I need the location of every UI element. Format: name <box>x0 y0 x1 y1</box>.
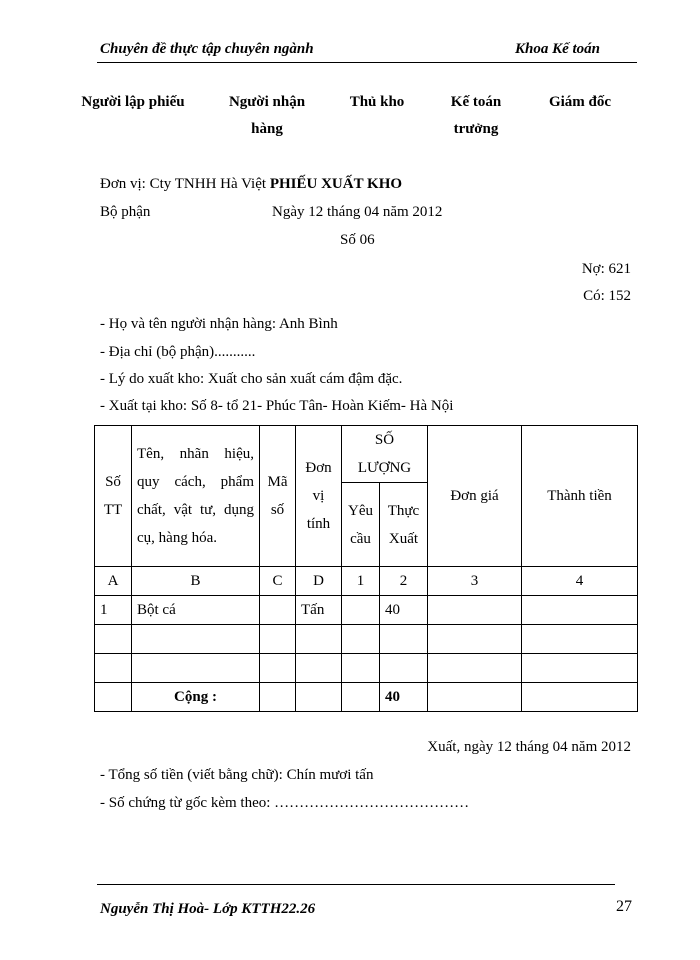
issue-reason: - Lý do xuất kho: Xuất cho sản xuất cám đậm đặc. <box>100 371 403 387</box>
letter-cell: B <box>132 567 260 596</box>
unit-label: Đơn vị: Cty TNHH Hà Việt <box>100 176 267 192</box>
footer-author: Nguyễn Thị Hoà- Lớp KTTH22.26 <box>100 901 316 917</box>
table-letter-row <box>95 567 638 596</box>
signature-chief-accountant: Kế toán trưởng <box>450 94 502 137</box>
letter-cell: A <box>95 567 132 596</box>
table-row <box>95 596 638 625</box>
letter-cell: C <box>260 567 296 596</box>
header-unit-price: Đơn giá <box>428 426 522 567</box>
row-requested <box>342 596 380 625</box>
header-quantity: SỐ LƯỢNG <box>342 426 428 483</box>
row-actual: 40 <box>380 596 428 625</box>
goods-table <box>94 425 638 712</box>
table-total-row <box>95 683 638 712</box>
footer-rule <box>97 884 615 885</box>
table-row-empty <box>95 654 638 683</box>
debit-account: Nợ: 621 <box>581 261 631 277</box>
date-line: Ngày 12 tháng 04 năm 2012 <box>272 204 443 220</box>
signature-director: Giám đốc <box>548 94 612 110</box>
unit-line <box>100 176 402 193</box>
attached-documents: - Số chứng từ gốc kèm theo: ………………………………… <box>100 795 470 811</box>
header-amount: Thành tiền <box>522 426 638 567</box>
document-title: PHIẾU XUẤT KHO <box>269 176 403 192</box>
signature-preparer: Người lập phiếu <box>81 94 185 110</box>
document-number: Số 06 <box>340 232 375 248</box>
row-code <box>260 596 296 625</box>
letter-cell: 1 <box>342 567 380 596</box>
header-title: Chuyên đề thực tập chuyên ngành <box>100 41 314 57</box>
header-code: Mã số <box>260 426 296 567</box>
row-unit: Tấn <box>296 596 342 625</box>
page-number: 27 <box>616 898 632 915</box>
header-rule <box>97 62 637 63</box>
header-actual: Thực Xuất <box>380 483 428 567</box>
header-department: Khoa Kế toán <box>515 41 601 57</box>
department-label: Bộ phận <box>100 204 151 220</box>
header-stt: Số TT <box>95 426 132 567</box>
letter-cell: 4 <box>522 567 638 596</box>
signature-receiver: Người nhận hàng <box>228 94 306 137</box>
row-item-name: Bột cá <box>132 596 260 625</box>
total-label: Cộng : <box>132 683 260 712</box>
credit-account: Có: 152 <box>583 288 631 304</box>
issue-date: Xuất, ngày 12 tháng 04 năm 2012 <box>427 739 631 755</box>
total-actual: 40 <box>380 683 428 712</box>
letter-cell: D <box>296 567 342 596</box>
header-item-name: Tên, nhãn hiệu, quy cách, phẩm chất, vật tư, dụng cụ, hàng hóa. <box>132 426 260 567</box>
receiver-address: - Địa chỉ (bộ phận)........... <box>100 344 256 360</box>
warehouse-location: - Xuất tại kho: Số 8- tổ 21- Phúc Tân- Hoàn Kiếm- Hà Nội <box>100 398 454 414</box>
row-unit-price <box>428 596 522 625</box>
header-unit: Đơn vị tính <box>296 426 342 567</box>
letter-cell: 2 <box>380 567 428 596</box>
receiver-name: - Họ và tên người nhận hàng: Anh Bình <box>100 316 338 332</box>
header-requested: Yêu cầu <box>342 483 380 567</box>
signature-storekeeper: Thủ kho <box>349 94 405 110</box>
row-stt: 1 <box>95 596 132 625</box>
total-in-words: - Tổng số tiền (viết bằng chữ): Chín mươi tấn <box>100 767 374 783</box>
table-row-empty <box>95 625 638 654</box>
letter-cell: 3 <box>428 567 522 596</box>
row-amount <box>522 596 638 625</box>
